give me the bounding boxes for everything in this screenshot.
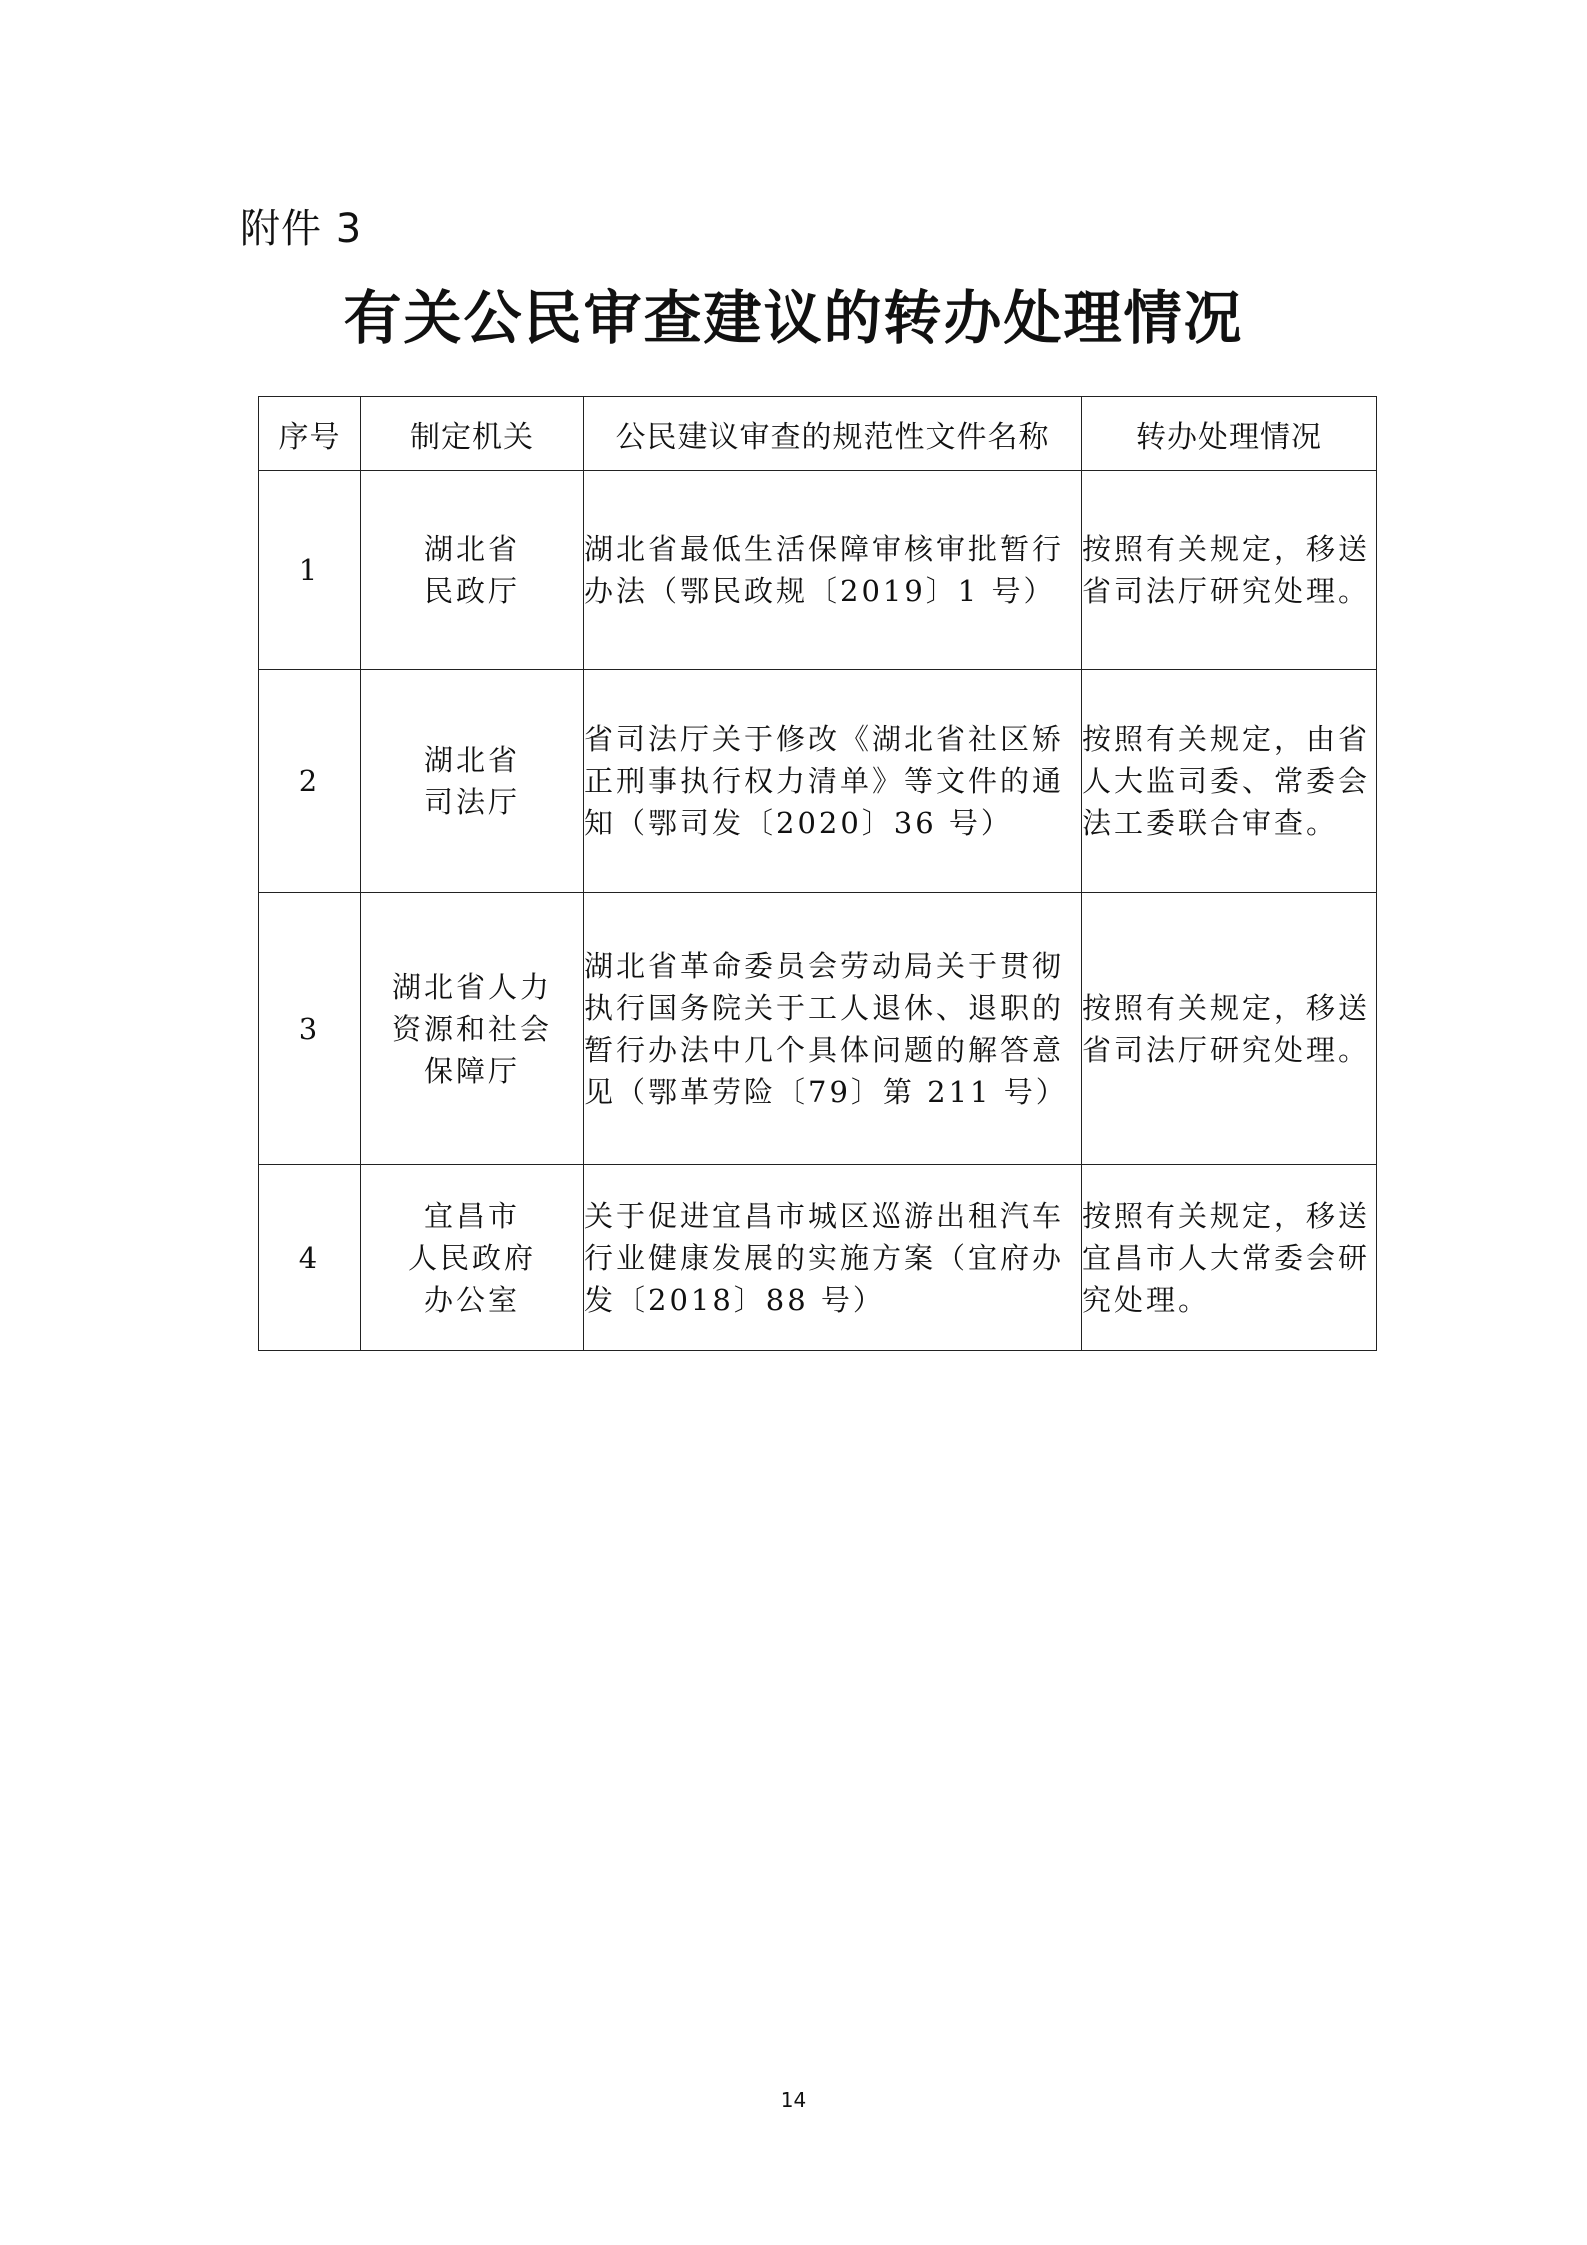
row-number: 4 [259,1165,361,1351]
header-number: 序号 [259,397,361,471]
table-row [259,1165,1377,1351]
handling-status: 按照有关规定，由省人大监司委、常委会法工委联合审查。 [1082,722,1371,840]
handling-status: 按照有关规定，移送省司法厅研究处理。 [1082,990,1371,1067]
issuing-agency: 湖北省人力 资源和社会 保障厅 [391,969,552,1088]
issuing-agency: 湖北省 司法厅 [423,743,520,819]
table-header-row [259,397,1377,471]
document-name: 湖北省最低生活保障审核审批暂行办法（鄂民政规〔2019〕1 号） [584,532,1065,608]
document-name: 省司法厅关于修改《湖北省社区矫正刑事执行权力清单》等文件的通知（鄂司发〔2020〕36 号） [584,722,1065,840]
row-number: 2 [259,670,361,893]
referral-table [258,396,1377,1351]
header-handling-status: 转办处理情况 [1082,397,1377,471]
handling-status: 按照有关规定，移送宜昌市人大常委会研究处理。 [1082,1198,1371,1317]
page-number: 14 [780,2088,807,2112]
page-title: 有关公民审查建议的转办处理情况 [343,284,1244,352]
handling-status: 按照有关规定，移送省司法厅研究处理。 [1082,532,1371,608]
row-number: 1 [259,471,361,670]
issuing-agency: 湖北省 民政厅 [423,532,520,608]
attachment-label: 附件 3 [240,206,363,252]
row-number: 3 [259,893,361,1165]
document-name: 关于促进宜昌市城区巡游出租汽车行业健康发展的实施方案（宜府办发〔2018〕88 号） [584,1198,1065,1317]
table-row [259,893,1377,1165]
table-row [259,670,1377,893]
header-issuing-agency: 制定机关 [361,397,584,471]
issuing-agency: 宜昌市 人民政府 办公室 [407,1198,536,1317]
header-document-name: 公民建议审查的规范性文件名称 [584,397,1082,471]
document-name: 湖北省革命委员会劳动局关于贯彻执行国务院关于工人退休、退职的暂行办法中几个具体问题的解答意见（鄂革劳险〔79〕第 211 号） [584,948,1068,1109]
table-row [259,471,1377,670]
